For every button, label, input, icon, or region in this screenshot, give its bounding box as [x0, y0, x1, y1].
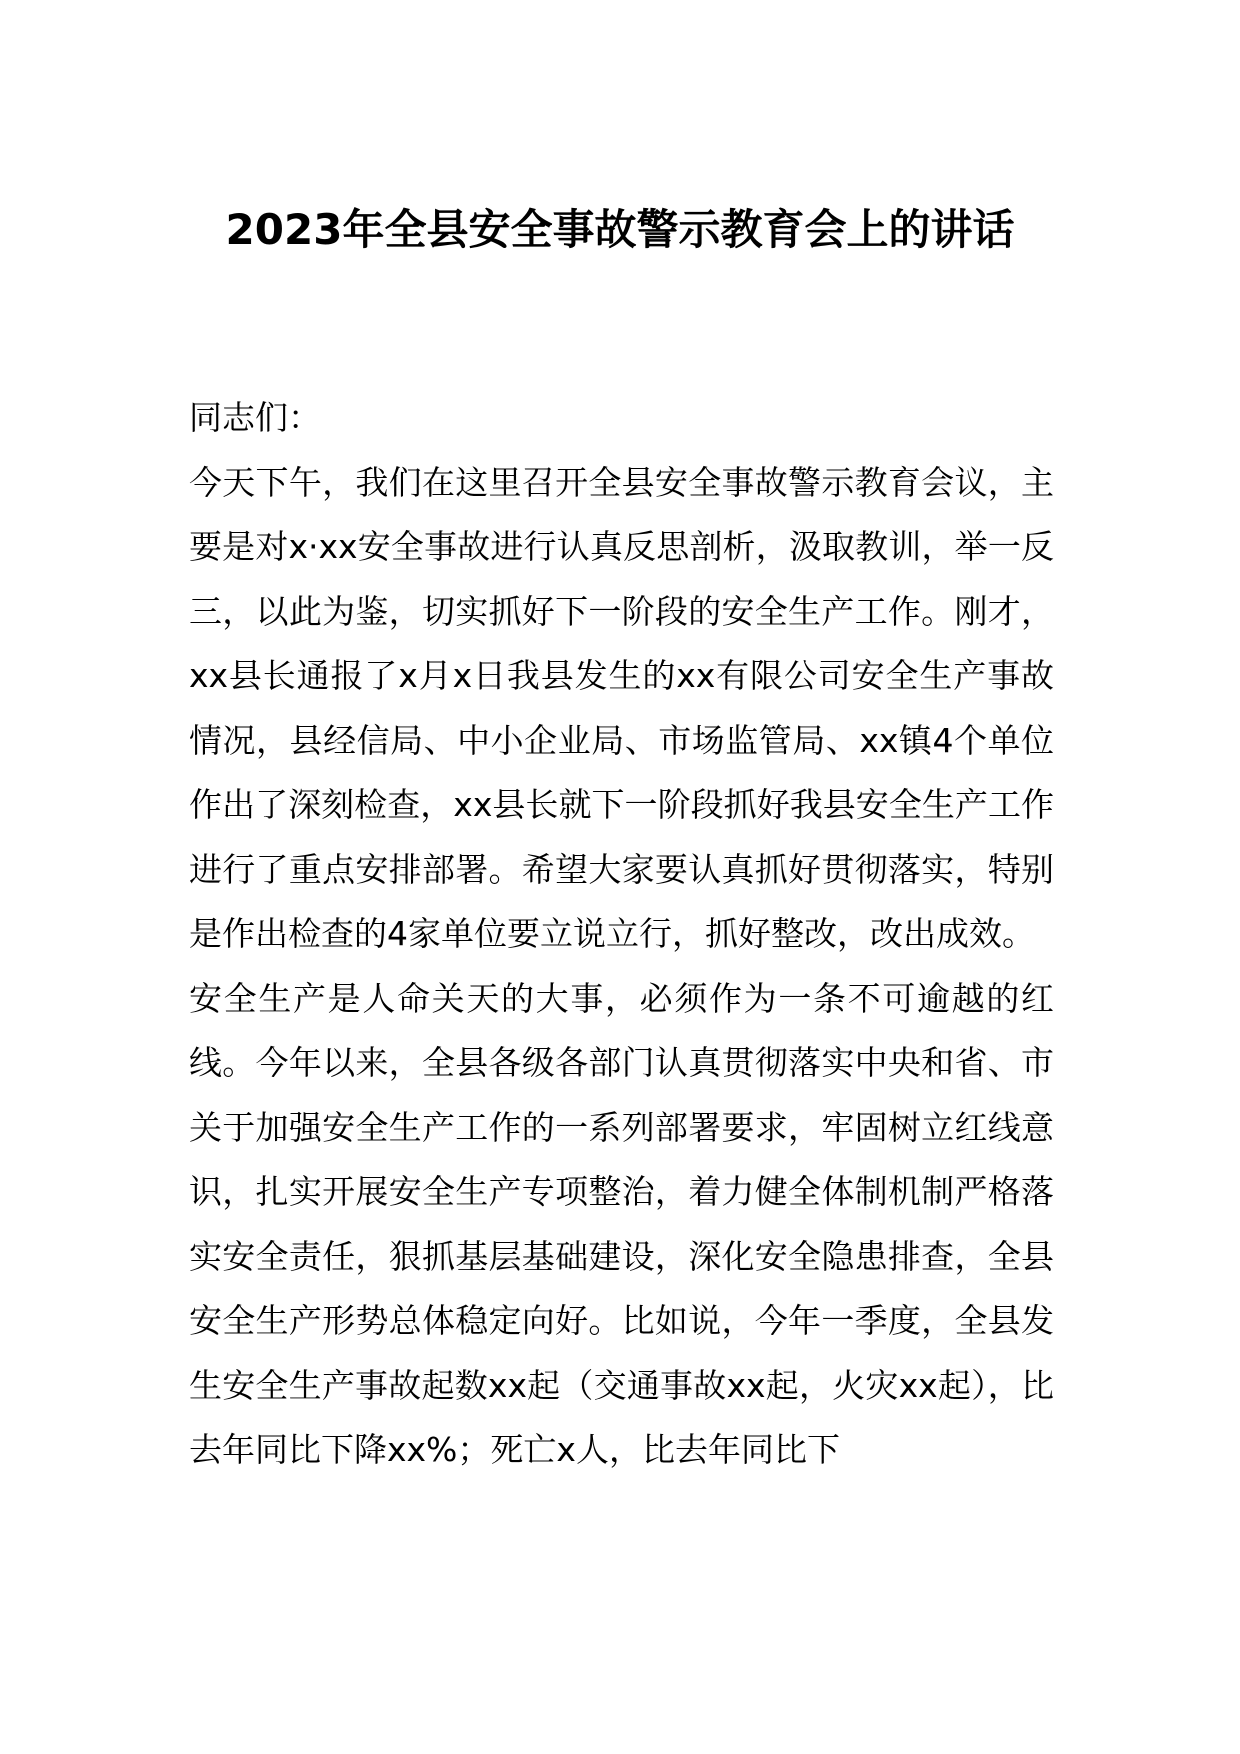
paragraph-2: 安全生产是人命关天的大事，必须作为一条不可逾越的红线。今年以来，全县各级各部门认真贯彻落实中央和省、市关于加强安全生产工作的一系列部署要求，牢固树立红线意识，扎实开展安全生产专项整治，着力健全体制机制严格落实安全责任，狠抓基层基础建设，深化安全隐患排查，全县安全生产形势总体稳定向好。比如说，今年一季度，全县发生安全生产事故起数xx起（交通事故xx起，火灾xx起），比去年同比下降xx%；死亡x人，比去年同比下	[189, 978, 1054, 1469]
salutation: 同志们：	[189, 398, 321, 437]
document-body	[189, 386, 1054, 1483]
paragraph-1: 今天下午，我们在这里召开全县安全事故警示教育会议，主要是对x·xx安全事故进行认真反思剖析，汲取教训，举一反三，以此为鉴，切实抓好下一阶段的安全生产工作。刚才，xx县长通报了x月x日我县发生的xx有限公司安全生产事故情况，县经信局、中小企业局、市场监管局、xx镇4个单位作出了深刻检查，xx县长就下一阶段抓好我县安全生产工作进行了重点安排部署。希望大家要认真抓好贯彻落实，特别是作出检查的4家单位要立说立行，抓好整改，改出成效。	[189, 462, 1054, 953]
document-title: 2023年全县安全事故警示教育会上的讲话	[225, 205, 1015, 254]
